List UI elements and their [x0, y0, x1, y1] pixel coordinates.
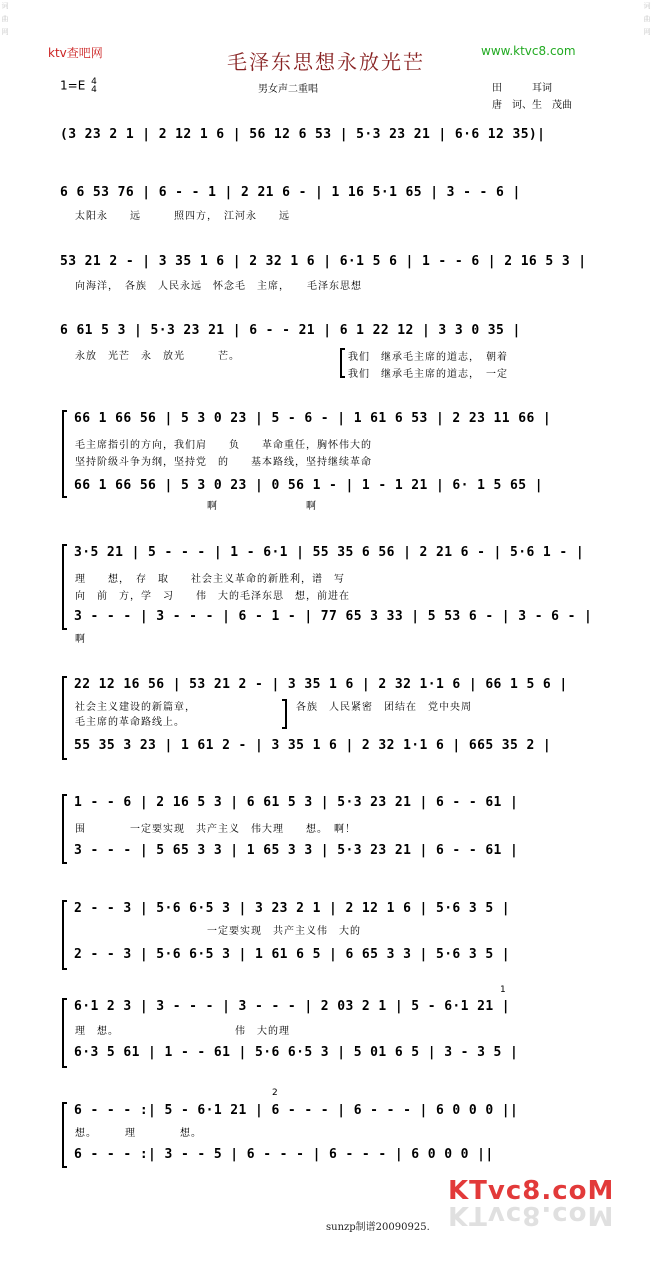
- system-bracket: [62, 410, 67, 498]
- logo-reflection: KTvc8.coM: [448, 1200, 615, 1230]
- staff-line-lower: 3 - - - | 5 65 3 3 | 1 65 3 3 | 5·3 23 21 | 6 - - 61 |: [74, 843, 519, 858]
- staff-line: 1 - - 6 | 2 16 5 3 | 6 61 5 3 | 5·3 23 21 | 6 - - 61 |: [74, 795, 519, 810]
- lyric-line: 社会主义建设的新篇章，: [75, 702, 196, 713]
- staff-line: 6 - - - :| 5 - 6·1 21 | 6 - - - | 6 - - - | 6 0 0 0 ||: [74, 1103, 519, 1118]
- site-url-right: www.ktvc8.com: [481, 44, 576, 58]
- system-bracket: [62, 998, 67, 1068]
- logo-text: KTvc8.coM: [448, 1176, 615, 1206]
- staff-line: 6 61 5 3 | 5·3 23 21 | 6 - - 21 | 6 1 22 12 | 3 3 0 35 |: [60, 323, 521, 338]
- staff-line-lower: 2 - - 3 | 5·6 6·5 3 | 1 61 6 5 | 6 65 3 3 | 5·6 3 5 |: [74, 947, 511, 962]
- lyric-brace: [282, 699, 287, 729]
- system-bracket: [62, 676, 67, 760]
- volta-label: 1: [500, 985, 506, 995]
- staff-line: 6 6 53 76 | 6 - - 1 | 2 21 6 - | 1 16 5·1 65 | 3 - - 6 |: [60, 185, 521, 200]
- lyric-line: 理 想。 伟 大的理: [75, 1026, 290, 1037]
- staff-line-lower: 6 - - - :| 3 - - 5 | 6 - - - | 6 - - - | 6 0 0 0 ||: [74, 1147, 494, 1162]
- composer-credit: 唐 诃、生 茂曲: [492, 100, 572, 111]
- lyric-line: 啊 啊: [75, 501, 317, 512]
- lyric-line: 太阳永 远 照四方， 江河永 远: [75, 211, 290, 222]
- lyric-line: 向 前 方，学 习 伟 大的毛泽东思 想，前进在: [75, 591, 350, 602]
- site-name-left: ktv查吧网: [48, 46, 103, 60]
- lyric-line: 向海洋， 各族 人民永远 怀念毛 主席， 毛泽东思想: [75, 281, 362, 292]
- key-label: 1=E: [60, 78, 86, 93]
- system-bracket: [62, 794, 67, 864]
- staff-line-lower: 55 35 3 23 | 1 61 2 - | 3 35 1 6 | 2 32 1·1 6 | 665 35 2 |: [74, 738, 552, 753]
- lyric-line-alt: 我们 继承毛主席的道志， 朝着: [348, 352, 508, 363]
- volta-label: 2: [272, 1088, 278, 1098]
- site-logo: [448, 1176, 615, 1230]
- staff-line: 3·5 21 | 5 - - - | 1 - 6·1 | 55 35 6 56 | 2 21 6 - | 5·6 1 - |: [74, 545, 585, 560]
- staff-line: 66 1 66 56 | 5 3 0 23 | 5 - 6 - | 1 61 6 53 | 2 23 11 66 |: [74, 411, 552, 426]
- staff-line-lower: 66 1 66 56 | 5 3 0 23 | 0 56 1 - | 1 - 1 21 | 6· 1 5 65 |: [74, 478, 543, 493]
- arranger-credit: sunzp制谱20090925.: [326, 1222, 430, 1233]
- watermark-left: 词曲网: [1, 2, 9, 36]
- system-bracket: [62, 900, 67, 970]
- time-bottom: 4: [91, 85, 97, 95]
- watermark-right: 词曲网: [643, 2, 651, 36]
- lyric-line: 永放 光芒 永 放光 芒。: [75, 351, 240, 362]
- staff-line: (3 23 2 1 | 2 12 1 6 | 56 12 6 53 | 5·3 23 21 | 6·6 12 35)|: [60, 127, 546, 142]
- lyric-line: 围 一定要实现 共产主义 伟大理 想。 啊！: [75, 824, 356, 835]
- lyric-line: 毛主席的革命路线上。: [75, 717, 185, 728]
- lyric-line: 理 想， 存 取 社会主义革命的新胜利，谱 写: [75, 574, 345, 585]
- performance-type: 男女声二重唱: [258, 84, 318, 95]
- lyric-line: 想。 理 想。: [75, 1128, 202, 1139]
- system-bracket: [62, 544, 67, 630]
- time-signature: [91, 78, 97, 94]
- staff-line-lower: 6·3 5 61 | 1 - - 61 | 5·6 6·5 3 | 5 01 6 5 | 3 - 3 5 |: [74, 1045, 519, 1060]
- lyric-line: 一定要实现 共产主义伟 大的: [75, 926, 361, 937]
- lyric-line-alt: 各族 人民紧密 团结在 党中央周: [296, 702, 472, 713]
- lyric-line: 啊: [75, 634, 86, 645]
- lyricist-credit: 田 耳词: [492, 83, 552, 94]
- staff-line-lower: 3 - - - | 3 - - - | 6 - 1 - | 77 65 3 33 | 5 53 6 - | 3 - 6 - |: [74, 609, 593, 624]
- staff-line: 22 12 16 56 | 53 21 2 - | 3 35 1 6 | 2 32 1·1 6 | 66 1 5 6 |: [74, 677, 568, 692]
- system-bracket: [62, 1102, 67, 1168]
- key-signature: [60, 78, 97, 94]
- staff-line: 6·1 2 3 | 3 - - - | 3 - - - | 2 03 2 1 | 5 - 6·1 21 |: [74, 999, 511, 1014]
- lyric-line: 坚持阶级斗争为纲，坚持党 的 基本路线，坚持继续革命: [75, 457, 372, 468]
- song-title: 毛泽东思想永放光芒: [227, 50, 425, 74]
- lyric-line: 毛主席指引的方向，我们肩 负 革命重任，胸怀伟大的: [75, 440, 372, 451]
- time-top: 4: [91, 77, 97, 87]
- lyric-brace: [340, 348, 345, 378]
- staff-line: 2 - - 3 | 5·6 6·5 3 | 3 23 2 1 | 2 12 1 6 | 5·6 3 5 |: [74, 901, 511, 916]
- staff-line: 53 21 2 - | 3 35 1 6 | 2 32 1 6 | 6·1 5 6 | 1 - - 6 | 2 16 5 3 |: [60, 254, 587, 269]
- lyric-line-alt: 我们 继承毛主席的道志， 一定: [348, 369, 508, 380]
